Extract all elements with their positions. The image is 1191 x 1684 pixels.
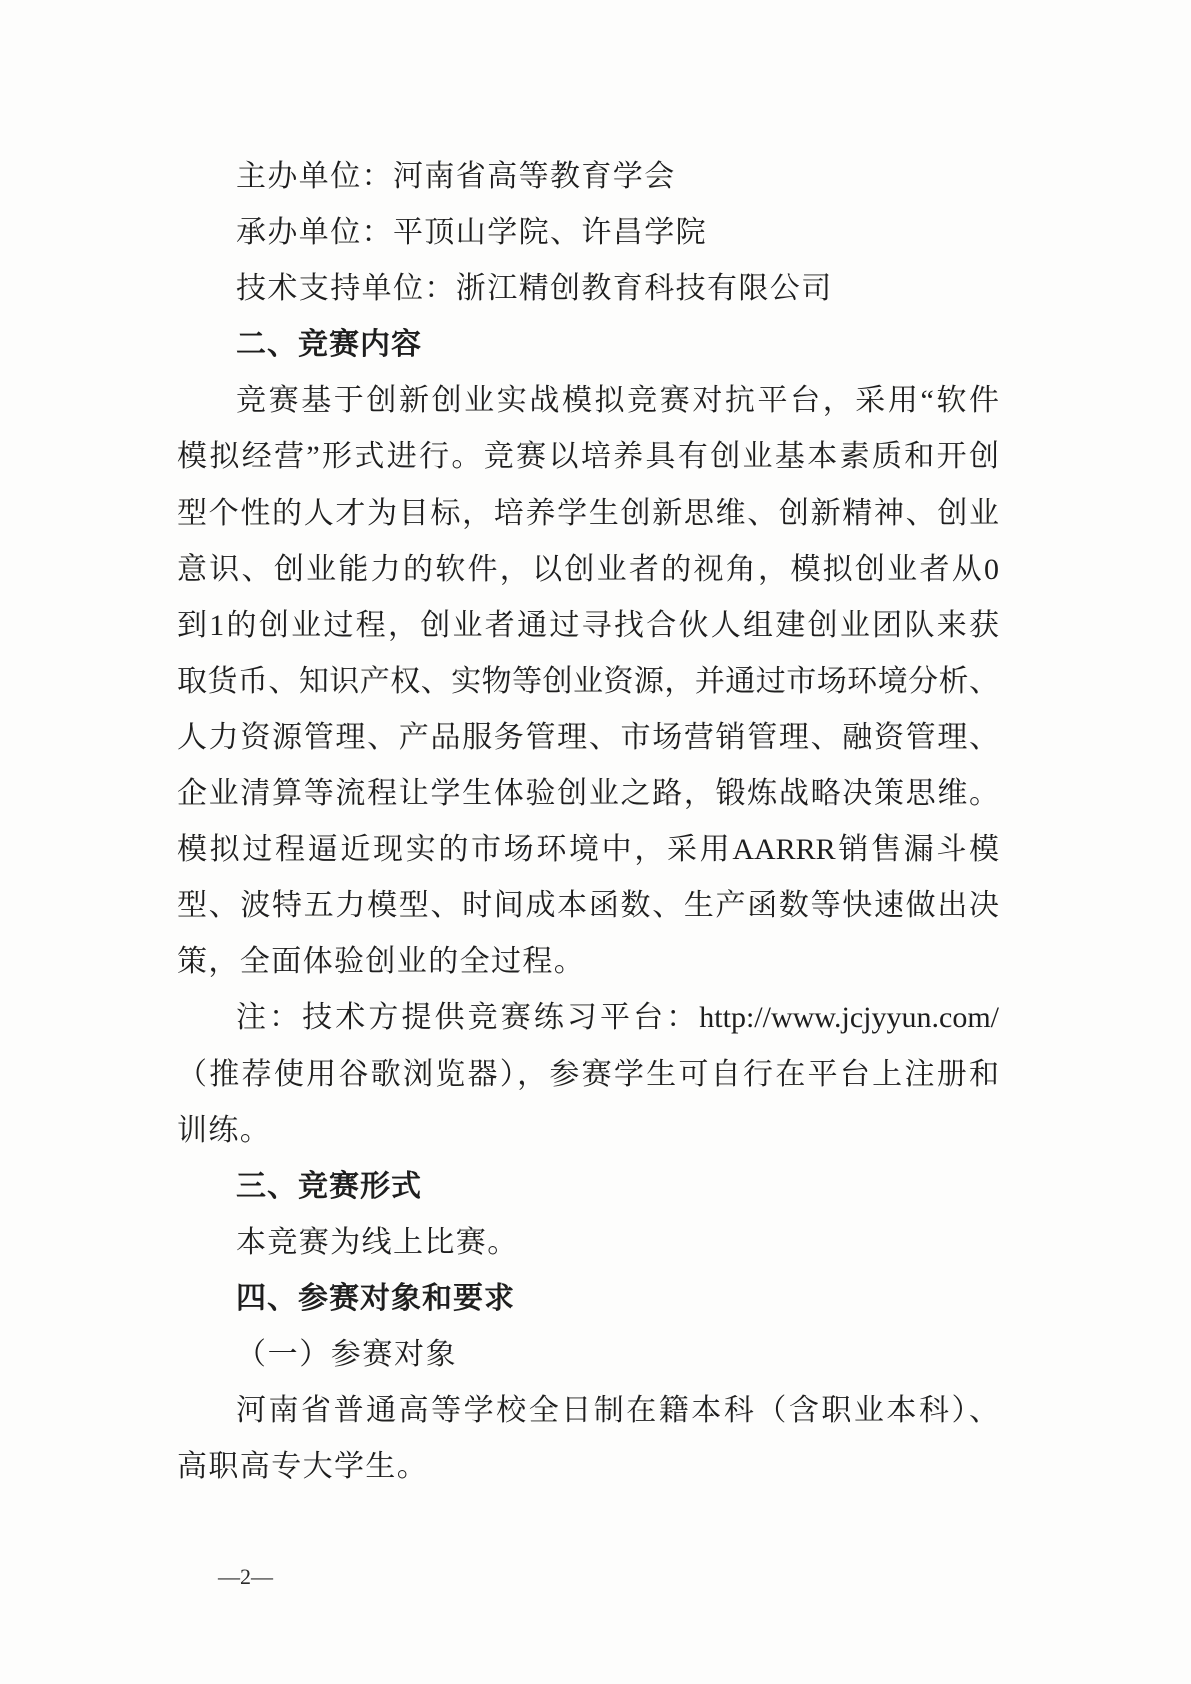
organizer-host-line: 主办单位：河南省高等教育学会	[236, 160, 676, 193]
organizer-undertaker-line: 承办单位：平顶山学院、许昌学院	[236, 216, 707, 250]
section-heading-participants: 四、参赛对象和要求	[236, 1280, 515, 1316]
document-body	[177, 149, 999, 1495]
format-body-line: 本竞赛为线上比赛。	[236, 1225, 519, 1259]
content-paragraph-line: 型个性的人才为目标，培养学生创新思维、创新精神、创业	[177, 496, 999, 530]
practice-platform-note-line: （推荐使用谷歌浏览器），参赛学生可自行在平台上注册和	[177, 1057, 999, 1091]
participants-body-line: 河南省普通高等学校全日制在籍本科（含职业本科）、	[236, 1394, 999, 1428]
practice-platform-note-line: 训练。	[177, 1113, 272, 1147]
content-paragraph-line: 取货币、知识产权、实物等创业资源，并通过市场环境分析、	[177, 664, 999, 698]
content-paragraph-line: 竞赛基于创新创业实战模拟竞赛对抗平台，采用“软件	[236, 384, 999, 418]
content-paragraph-line: 型、波特五力模型、时间成本函数、生产函数等快速做出决	[177, 889, 999, 923]
content-paragraph-line: 人力资源管理、产品服务管理、市场营销管理、融资管理、	[177, 720, 999, 754]
content-paragraph-line: 企业清算等流程让学生体验创业之路，锻炼战略决策思维。	[177, 777, 999, 811]
content-paragraph-line: 意识、创业能力的软件，以创业者的视角，模拟创业者从0	[177, 552, 999, 586]
section-heading-format: 三、竞赛形式	[236, 1168, 422, 1204]
content-paragraph-line: 模拟过程逼近现实的市场环境中，采用AARRR销售漏斗模	[177, 833, 999, 867]
subheading-participants: （一）参赛对象	[236, 1337, 458, 1371]
page-number: —2—	[218, 1564, 273, 1589]
content-paragraph-line: 模拟经营”形式进行。竞赛以培养具有创业基本素质和开创	[177, 440, 999, 474]
content-paragraph-line: 策，全面体验创业的全过程。	[177, 945, 586, 979]
participants-body-line: 高职高专大学生。	[177, 1450, 429, 1484]
section-heading-content: 二、竞赛内容	[236, 327, 422, 363]
organizer-tech-support-line: 技术支持单位：浙江精创教育科技有限公司	[236, 272, 833, 306]
practice-platform-note-line: 注：技术方提供竞赛练习平台：http://www.jcjyyun.com/	[236, 1001, 999, 1035]
content-paragraph-line: 到1的创业过程，创业者通过寻找合伙人组建创业团队来获	[177, 608, 999, 642]
